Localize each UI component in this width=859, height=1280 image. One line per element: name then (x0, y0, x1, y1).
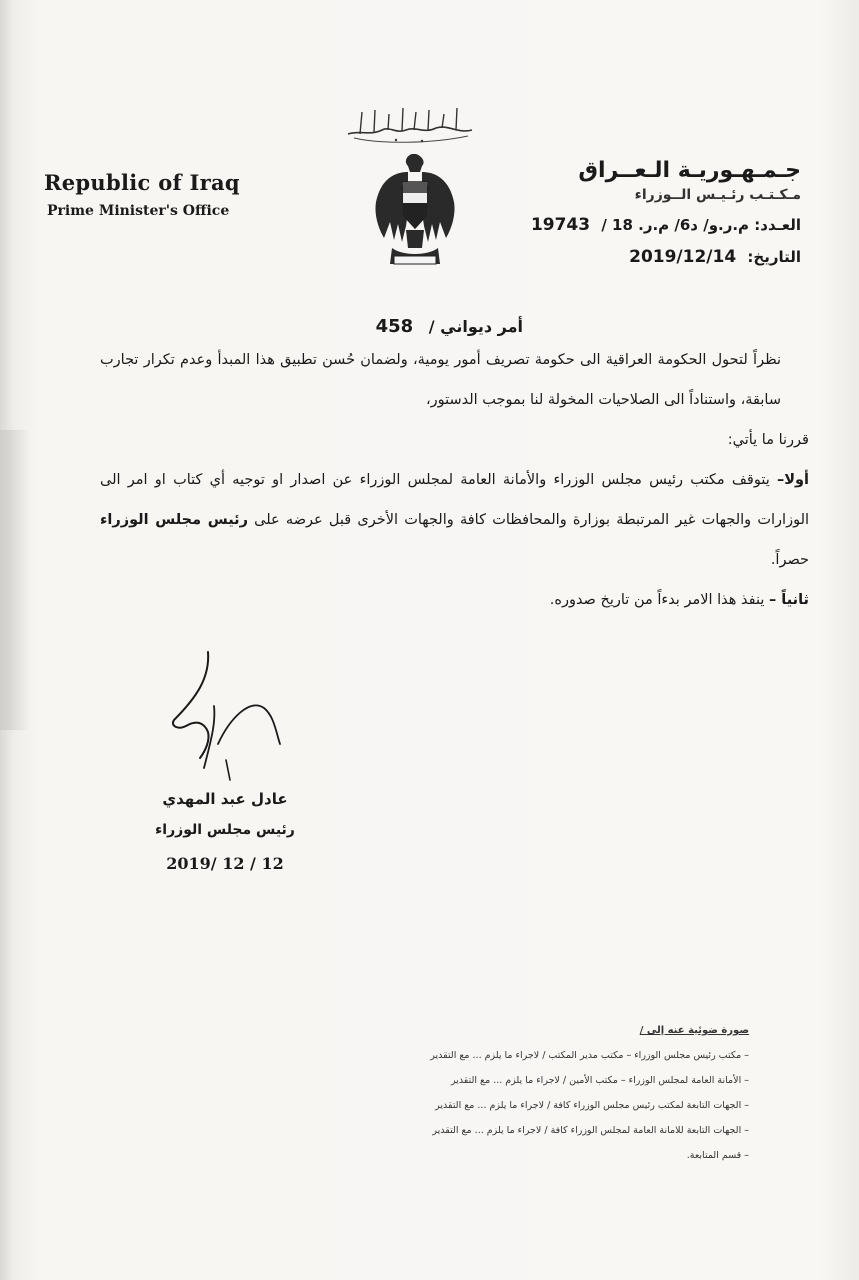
date-label: التاريخ: (747, 248, 801, 266)
iraq-eagle-emblem-icon (372, 152, 458, 272)
reference-number: 19743 (530, 215, 591, 235)
signature-block (130, 790, 320, 873)
clause-first-bold: رئيس مجلس الوزراء (100, 512, 248, 528)
clause-first-text: يتوقف مكتب رئيس مجلس الوزراء والأمانة العامة لمجلس الوزراء عن اصدار او توجيه أي كتاب او امر الى الوزارات والجهات غير المرتبطة بوزارة والمحافظات كافة والجهات الأخرى قبل عرضه على (100, 472, 810, 528)
country-name-ar: جـمـهـوريـة الـعــراق (578, 158, 801, 183)
scan-shadow (0, 430, 30, 730)
office-name-ar: مـكـتـب رئـيـس الــوزراء (634, 187, 801, 203)
date-line (531, 247, 801, 267)
clause-second-text: ينفذ هذا الامر بدءاً من تاريخ صدوره. (549, 592, 765, 608)
order-label: أمر ديواني / (428, 317, 523, 336)
handwritten-signature (160, 648, 300, 798)
order-number: 458 (375, 316, 414, 337)
clause-first (100, 460, 809, 580)
order-body (100, 340, 809, 620)
basmala-calligraphy (340, 100, 480, 146)
english-letterhead (44, 170, 240, 219)
reference-label: العـدد: م.ر.و/ د6/ م.ر. 18 / (601, 216, 801, 234)
decided-line: قررنا ما يأتي: (727, 432, 809, 448)
copy-item: – مكتب رئيس مجلس الوزراء – مكتب مدير المكتب / لاجراء ما يلزم ... مع التقدير (430, 1043, 749, 1068)
copy-item: – الجهات التابعة للامانة العامة لمجلس الوزراء كافة / لاجراء ما يلزم ... مع التقدير (430, 1118, 749, 1143)
copy-item: – الجهات التابعة لمكتب رئيس مجلس الوزراء كافة / لاجراء ما يلزم ... مع التقدير (430, 1093, 749, 1118)
signatory-name: عادل عبد المهدي (162, 790, 288, 808)
order-title (376, 316, 523, 337)
office-name-en: Prime Minister's Office (47, 203, 230, 219)
date-value: 2019/12/14 (629, 247, 737, 267)
clause-first-end: حصراً. (770, 552, 809, 568)
clause-first-label: أولا– (776, 472, 810, 488)
copies-heading: صورة ضوئية عنه إلى / (639, 1025, 749, 1036)
copy-item: – قسم المتابعة. (430, 1143, 749, 1168)
clause-second (100, 580, 809, 620)
intro-paragraph: نظراً لتحول الحكومة العراقية الى حكومة تصريف أمور يومية، ولضمان حُسن تطبيق هذا المبدأ وعدم تكرار تجارب سابقة، واستناداً الى الصلاحيات المخولة لنا بموجب الدستور، (100, 352, 781, 408)
copy-item: – الأمانة العامة لمجلس الوزراء – مكتب الأمين / لاجراء ما يلزم ... مع التقدير (430, 1068, 749, 1093)
arabic-letterhead (531, 158, 801, 267)
signatory-title: رئيس مجلس الوزراء (155, 822, 295, 838)
signature-date: 2019/ 12 / 12 (166, 854, 284, 873)
country-name-en: Republic of Iraq (44, 170, 240, 195)
clause-second-label: ثانياً – (769, 592, 809, 608)
copies-list (430, 1018, 749, 1168)
reference-line (531, 215, 801, 235)
